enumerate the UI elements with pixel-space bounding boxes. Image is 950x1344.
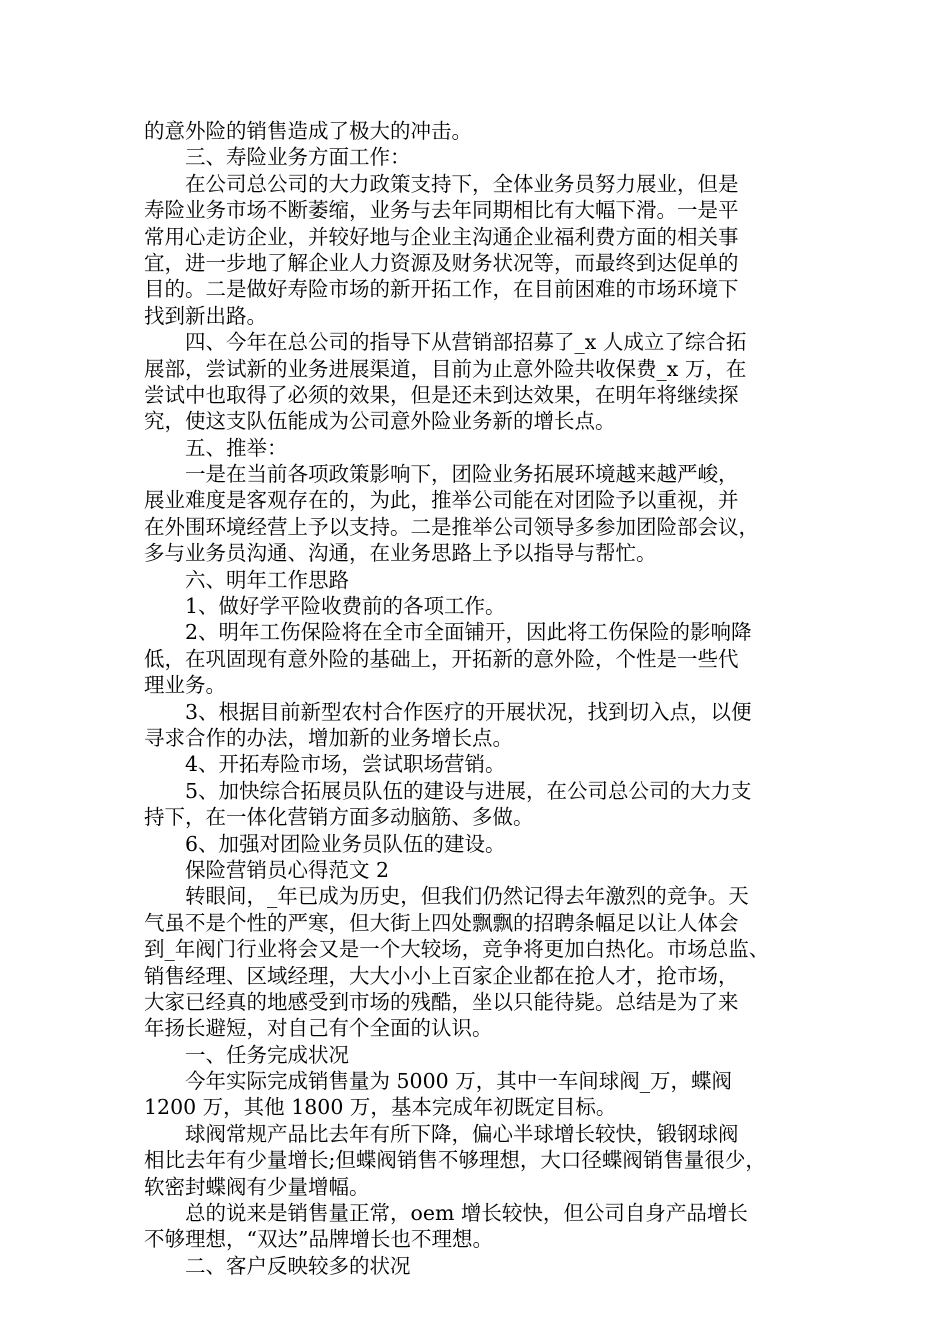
text-line: 软密封蝶阀有少量增幅。 xyxy=(144,1174,370,1199)
text-line: 气虽不是个性的严寒，但大街上四处飘飘的招聘条幅足以让人体会 xyxy=(144,910,739,935)
document-body xyxy=(144,118,808,1279)
section-heading: 五、推举： xyxy=(144,435,288,460)
text-line: 寻求合作的办法，增加新的业务增长点。 xyxy=(144,725,513,750)
list-item: 6、加强对团险业务员队伍的建设。 xyxy=(144,831,506,856)
section-heading: 一、任务完成状况 xyxy=(144,1042,349,1067)
text-line: 展部，尝试新的业务进展渠道，目前为止意外险共收保费_x 万，在 xyxy=(144,356,747,381)
text-line: 大家已经真的地感受到市场的残酷，坐以只能待毙。总结是为了来 xyxy=(144,989,739,1014)
text-line: 常用心走访企业，并较好地与企业主沟通企业福利费方面的相关事 xyxy=(144,224,739,249)
text-line: 四、今年在总公司的指导下从营销部招募了_x 人成立了综合拓 xyxy=(144,330,747,355)
text-line: 球阀常规产品比去年有所下降，偏心半球增长较快，锻钢球阀 xyxy=(144,1121,739,1146)
text-line: 1200 万，其他 1800 万，基本完成年初既定目标。 xyxy=(144,1095,617,1120)
text-line: 理业务。 xyxy=(144,673,226,698)
text-line: 持下，在一体化营销方面多动脑筋、多做。 xyxy=(144,805,534,830)
text-line: 多与业务员沟通、沟通，在业务思路上予以指导与帮忙。 xyxy=(144,541,657,566)
text-line: 一是在当前各项政策影响下，团险业务拓展环境越来越严峻， xyxy=(144,462,739,487)
text-line: 不够理想，“双达”品牌增长也不理想。 xyxy=(144,1227,493,1252)
text-line: 展业难度是客观存在的，为此，推举公司能在对团险予以重视，并 xyxy=(144,488,739,513)
text-line: 寿险业务市场不断萎缩，业务与去年同期相比有大幅下滑。一是平 xyxy=(144,198,739,223)
list-item: 1、做好学平险收费前的各项工作。 xyxy=(144,594,506,619)
text-line: 在公司总公司的大力政策支持下，全体业务员努力展业，但是 xyxy=(144,171,739,196)
text-line: 尝试中也取得了必须的效果，但是还未到达效果，在明年将继续探 xyxy=(144,382,739,407)
section-heading: 六、明年工作思路 xyxy=(144,567,349,592)
text-line: 目的。二是做好寿险市场的新开拓工作，在目前困难的市场环境下 xyxy=(144,277,739,302)
list-item: 5、加快综合拓展员队伍的建设与进展，在公司总公司的大力支 xyxy=(144,778,752,803)
text-line: 找到新出路。 xyxy=(144,303,267,328)
text-line: 在外围环境经营上予以支持。二是推举公司领导多参加团险部会议， xyxy=(144,514,759,539)
text-line: 宜，进一步地了解企业人力资源及财务状况等，而最终到达促单的 xyxy=(144,250,739,275)
text-line: 低，在巩固现有意外险的基础上，开拓新的意外险，个性是一些代 xyxy=(144,646,739,671)
text-line: 今年实际完成销售量为 5000 万，其中一车间球阀_万，蝶阀 xyxy=(144,1069,732,1094)
section-heading: 二、客户反映较多的状况 xyxy=(144,1253,411,1278)
section-heading: 三、寿险业务方面工作： xyxy=(144,145,411,170)
article-title: 保险营销员心得范文 2 xyxy=(144,857,390,882)
list-item: 4、开拓寿险市场，尝试职场营销。 xyxy=(144,752,506,777)
text-line: 转眼间，_年已成为历史，但我们仍然记得去年激烈的竞争。天 xyxy=(144,884,749,909)
text-line: 销售经理、区域经理，大大小小上百家企业都在抢人才，抢市场， xyxy=(144,963,739,988)
text-line: 相比去年有少量增长;但蝶阀销售不够理想，大口径蝶阀销售量很少， xyxy=(144,1148,766,1173)
text-line: 究，使这支队伍能成为公司意外险业务新的增长点。 xyxy=(144,409,616,434)
text-line: 到_年阀门行业将会又是一个大较场，竞争将更加白热化。市场总监、 xyxy=(144,937,770,962)
text-line: 总的说来是销售量正常，oem 增长较快，但公司自身产品增长 xyxy=(144,1201,748,1226)
text-line: 年扬长避短，对自己有个全面的认识。 xyxy=(144,1016,493,1041)
list-item: 2、明年工伤保险将在全市全面铺开，因此将工伤保险的影响降 xyxy=(144,620,752,645)
list-item: 3、根据目前新型农村合作医疗的开展状况，找到切入点，以便 xyxy=(144,699,752,724)
text-line: 的意外险的销售造成了极大的冲击。 xyxy=(144,119,472,143)
